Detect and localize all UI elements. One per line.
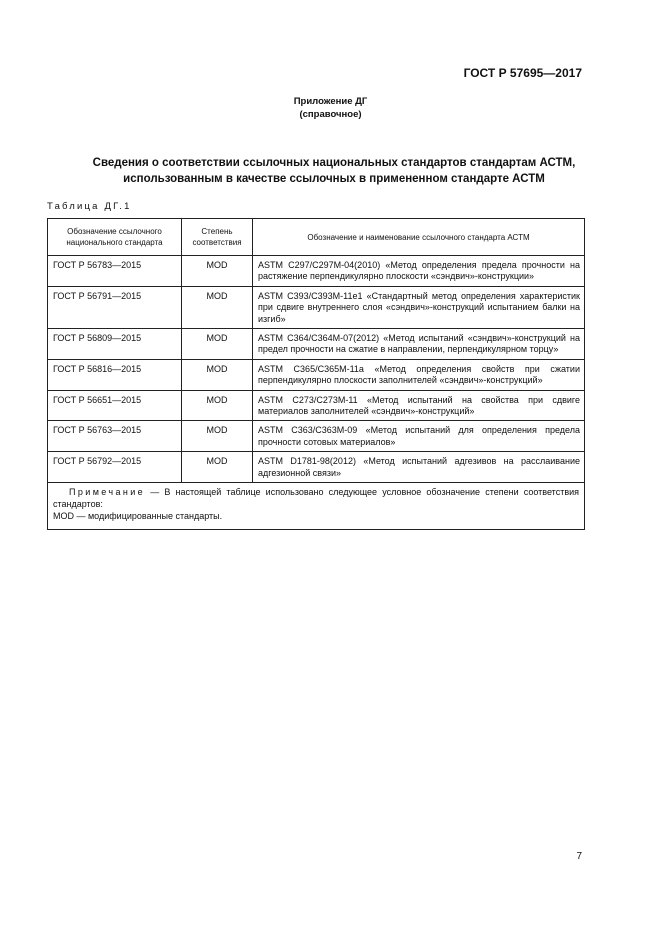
astm-standard-cell: ASTM C365/C365M-11a «Метод определения свойств при сжатии перпендикулярно плоскости заполнителей «сэндвич»-конструкций»: [253, 359, 585, 390]
note-text: — В настоящей таблице использовано следующее условное обозначение степени соответствия стандартов:: [53, 487, 579, 510]
header-astm-standard: Обозначение и наименование ссылочного стандарта АСТМ: [253, 219, 585, 256]
header-degree: [182, 219, 253, 256]
header-degree-line2: соответствия: [192, 238, 242, 247]
degree-cell: MOD: [182, 421, 253, 452]
header-national-standard-line1: Обозначение ссылочного: [67, 227, 162, 236]
table-note: [48, 483, 585, 530]
header-national-standard-line2: национального стандарта: [66, 238, 163, 247]
national-standard-cell: ГОСТ Р 56783—2015: [48, 256, 182, 287]
table-row: [48, 359, 585, 390]
astm-standard-cell: ASTM C297/C297M-04(2010) «Метод определения предела прочности на растяжение перпендикулярно плоскости «сэндвич»-конструкции»: [253, 256, 585, 287]
section-title-line2: использованным в качестве ссылочных в примененном стандарте АСТМ: [123, 173, 545, 185]
degree-cell: MOD: [182, 452, 253, 483]
section-title-line1: Сведения о соответствии ссылочных национальных стандартов стандартам АСТМ,: [92, 157, 576, 169]
degree-cell: MOD: [182, 329, 253, 360]
table-row: [48, 329, 585, 360]
note-paragraph: [53, 486, 579, 510]
astm-standard-cell: ASTM C364/C364M-07(2012) «Метод испытаний «сэндвич»-конструкций на предел прочности на сжатие в направлении, перпендикулярном торцу»: [253, 329, 585, 360]
appendix-title: Приложение ДГ: [293, 96, 368, 107]
page-number: 7: [576, 851, 582, 862]
header-degree-line1: Степень: [201, 227, 233, 236]
national-standard-cell: ГОСТ Р 56809—2015: [48, 329, 182, 360]
header-national-standard: [48, 219, 182, 256]
national-standard-cell: ГОСТ Р 56816—2015: [48, 359, 182, 390]
astm-standard-cell: ASTM C393/C393M-11e1 «Стандартный метод определения характеристик при сдвиге внутреннего слоя «сэндвич»-конструкций испытанием балки на изгиб»: [253, 286, 585, 328]
degree-cell: MOD: [182, 359, 253, 390]
degree-cell: MOD: [182, 256, 253, 287]
national-standard-cell: ГОСТ Р 56651—2015: [48, 390, 182, 421]
astm-standard-cell: ASTM C363/C363M-09 «Метод испытаний для определения предела прочности сотовых материалов»: [253, 421, 585, 452]
astm-standard-cell: ASTM C273/C273M-11 «Метод испытаний на свойства при сдвиге материалов заполнителей «сэндвич»-конструкций»: [253, 390, 585, 421]
table-row: [48, 286, 585, 328]
table-row: [48, 452, 585, 483]
table-row: [48, 421, 585, 452]
table-label: Таблица ДГ.1: [47, 201, 132, 212]
document-code: ГОСТ Р 57695—2017: [463, 66, 582, 80]
national-standard-cell: ГОСТ Р 56791—2015: [48, 286, 182, 328]
note-definition: MOD — модифицированные стандарты.: [53, 511, 223, 522]
reference-standards-table: [47, 218, 585, 530]
table-row: [48, 390, 585, 421]
national-standard-cell: ГОСТ Р 56763—2015: [48, 421, 182, 452]
table-note-row: [48, 483, 585, 530]
astm-standard-cell: ASTM D1781-98(2012) «Метод испытаний адгезивов на расслаивание адгезионной связи»: [253, 452, 585, 483]
national-standard-cell: ГОСТ Р 56792—2015: [48, 452, 182, 483]
degree-cell: MOD: [182, 390, 253, 421]
section-title: [40, 155, 628, 187]
appendix-subtitle: (справочное): [299, 109, 362, 120]
degree-cell: MOD: [182, 286, 253, 328]
appendix-heading: [0, 95, 661, 121]
note-heading: Примечание: [69, 487, 146, 498]
table-header-row: [48, 219, 585, 256]
table-row: [48, 256, 585, 287]
